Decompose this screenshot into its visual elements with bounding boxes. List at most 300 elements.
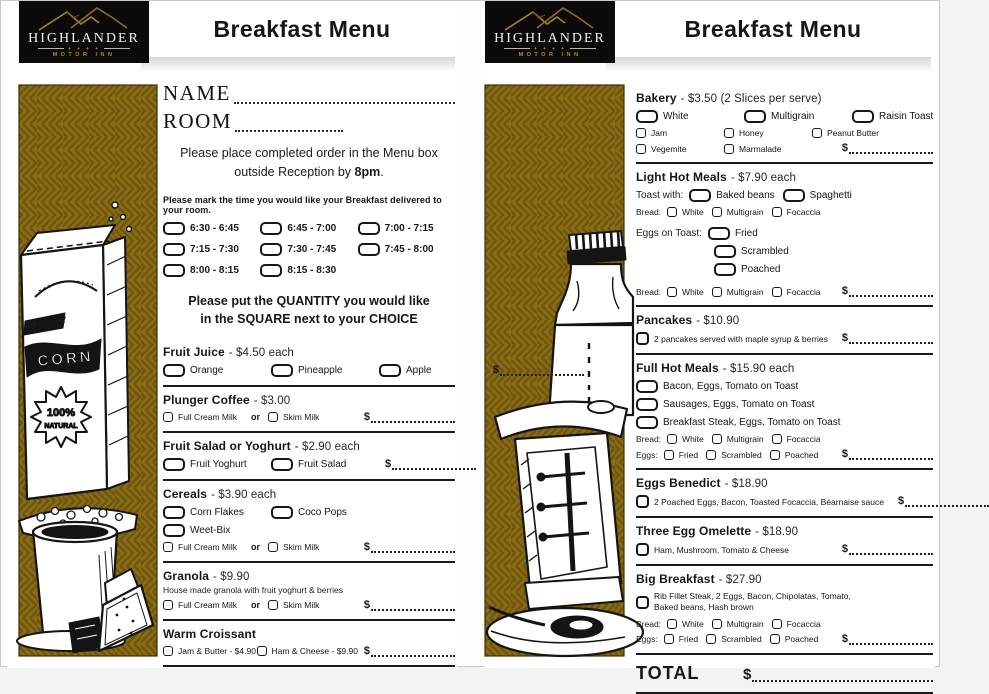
option-label: Full Cream Milk [178, 412, 238, 423]
price-entry [379, 459, 476, 470]
time-slot-label: 6:30 - 6:45 [190, 222, 239, 234]
checkbox-fried[interactable] [664, 634, 674, 644]
checkbox-multigrain[interactable] [712, 619, 722, 629]
option-label: Sausages, Eggs, Tomato on Toast [663, 399, 815, 410]
checkbox-multigrain[interactable] [712, 287, 722, 297]
time-slot-label: 7:45 - 8:00 [384, 243, 434, 255]
mountains-icon [499, 4, 599, 32]
menu-option [724, 128, 804, 138]
checkbox-bacon-eggs-tomato-on-toast[interactable] [636, 380, 658, 393]
cereal-box-art [21, 202, 132, 499]
option-label: Focaccia [786, 207, 821, 217]
amount-line[interactable] [905, 498, 989, 507]
checkbox-scrambled[interactable] [714, 245, 736, 258]
section-title: Cereals [163, 486, 208, 501]
menu-option [852, 110, 952, 123]
menu-section-plunger-coffee [163, 387, 455, 433]
brand-tagline: MOTOR INN [52, 52, 116, 58]
option-row [714, 263, 933, 276]
time-slot-label: 6:45 - 7:00 [287, 222, 337, 234]
checkbox-fried[interactable] [708, 227, 730, 240]
page-title: Breakfast Menu [213, 15, 391, 42]
time-slot [163, 222, 260, 235]
checkbox-2-poached-eggs-bacon-toasted-focaccia-b-arnaise-sauce[interactable] [636, 495, 649, 508]
total-amount-line[interactable] [752, 671, 933, 682]
amount-line[interactable] [849, 145, 933, 154]
option-row [636, 128, 933, 138]
checkbox-focaccia[interactable] [772, 434, 782, 444]
section-heading [636, 476, 933, 490]
option-label: Skim Milk [283, 600, 320, 611]
brand-stars: ✦ ✦ ✦ ✦ [485, 46, 615, 52]
checkbox-multigrain[interactable] [712, 207, 722, 217]
section-price: - $10.90 [696, 315, 740, 327]
option-label: Spaghetti [809, 190, 852, 201]
checkbox-peanut-butter[interactable] [812, 128, 822, 138]
option-row [636, 619, 933, 629]
section-heading [163, 487, 455, 501]
section-title: Warm Croissant [163, 626, 256, 641]
section-heading [636, 524, 933, 538]
menu-option [636, 110, 736, 123]
menu-option [712, 207, 764, 217]
menu-section-bakery [636, 90, 933, 164]
checkbox-poached[interactable] [770, 450, 780, 460]
menu-option [714, 263, 780, 276]
checkbox-skim-milk[interactable] [268, 412, 278, 422]
menu-option [667, 207, 704, 217]
checkbox-time-7-30-7-45[interactable] [260, 243, 282, 256]
option-label: Coco Pops [298, 506, 347, 518]
time-slot-label: 7:15 - 7:30 [190, 243, 239, 255]
option-row [636, 634, 933, 645]
menu-page-right [484, 1, 935, 683]
time-slot [358, 222, 455, 235]
option-label: Multigrain [726, 207, 764, 217]
option-row [636, 227, 933, 240]
section-price: - $7.90 each [730, 172, 796, 184]
option-row [163, 458, 455, 471]
menu-option [636, 495, 884, 508]
left-form-column [163, 81, 500, 667]
option-label: Orange [190, 364, 224, 376]
option-label: Focaccia [786, 434, 821, 444]
option-row [163, 542, 455, 553]
checkbox-marmalade[interactable] [724, 144, 734, 154]
option-label: Jam & Butter - $4.90 [178, 646, 256, 657]
menu-section-pancakes [636, 307, 933, 355]
menu-section-eggs-benedict [636, 470, 933, 518]
option-row [636, 449, 933, 460]
total-row [636, 655, 933, 694]
option-label: White [682, 286, 704, 297]
option-row [636, 416, 933, 429]
menu-option [708, 227, 758, 240]
amount-line[interactable] [849, 636, 933, 645]
section-title: Full Hot Meals [636, 361, 719, 375]
menu-option [636, 144, 716, 154]
section-heading [163, 393, 455, 407]
section-title: Three Egg Omelette [636, 524, 752, 538]
checkbox-breakfast-steak-eggs-tomato-on-toast[interactable] [636, 416, 658, 429]
menu-option [770, 450, 819, 460]
menu-option [667, 287, 704, 297]
page-title: Breakfast Menu [684, 15, 862, 42]
menu-option [163, 506, 263, 519]
checkbox-baked-beans[interactable] [689, 189, 711, 202]
amount-line[interactable] [371, 544, 455, 553]
checkbox-jam-butter-4-90[interactable] [163, 646, 173, 656]
option-row [163, 506, 455, 519]
option-row [636, 543, 933, 556]
checkbox-apple[interactable] [379, 364, 401, 377]
menu-option [714, 245, 789, 258]
option-row [163, 600, 455, 611]
amount-line[interactable] [371, 414, 455, 423]
option-label: Ham, Mushroom, Tomato & Cheese [654, 544, 789, 555]
checkbox-sausages-eggs-tomato-on-toast[interactable] [636, 398, 658, 411]
option-label: 2 Poached Eggs, Bacon, Toasted Focaccia, Béarnaise sauce [654, 496, 884, 507]
price-entry [487, 365, 584, 376]
menu-option [271, 458, 371, 471]
time-slot-label: 8:00 - 8:15 [190, 264, 239, 276]
checkbox-time-8-00-8-15[interactable] [163, 264, 185, 277]
option-row [636, 286, 933, 297]
checkbox-white[interactable] [667, 287, 677, 297]
amount-line[interactable] [849, 546, 933, 555]
checkbox-multigrain[interactable] [744, 110, 766, 123]
menu-option [772, 434, 821, 444]
menu-option [783, 189, 852, 202]
menu-section-fruit-salad-or-yoghurt [163, 433, 455, 481]
option-label: Peanut Butter [827, 128, 879, 138]
checkbox-skim-milk[interactable] [268, 600, 278, 610]
time-slot-label: 7:30 - 7:45 [287, 243, 337, 255]
menu-option [379, 364, 479, 377]
option-label: Multigrain [726, 618, 764, 629]
conjunction: or [251, 412, 260, 423]
option-label: Focaccia [786, 286, 821, 297]
checkbox-2-pancakes-served-with-maple-syrup-berries[interactable] [636, 332, 649, 345]
checkbox-time-6-45-7-00[interactable] [260, 222, 282, 235]
menu-option [772, 207, 821, 217]
brand-stars: ✦ ✦ ✦ ✦ [19, 46, 149, 52]
checkbox-time-7-45-8-00[interactable] [358, 243, 380, 256]
currency-symbol: $ [363, 410, 370, 423]
option-row [163, 363, 500, 377]
checkbox-white[interactable] [667, 434, 677, 444]
order-deadline: 8pm [354, 164, 381, 179]
menu-section-three-egg-omelette [636, 518, 933, 566]
checkbox-poached[interactable] [714, 263, 736, 276]
menu-option [636, 380, 798, 393]
checkbox-ham-cheese-9-90[interactable] [257, 646, 267, 656]
section-price: - $4.50 each [228, 346, 294, 359]
option-label: Poached [784, 634, 819, 645]
menu-option [636, 416, 841, 429]
menu-option [636, 591, 874, 614]
menu-option [664, 634, 698, 644]
menu-option [712, 287, 764, 297]
option-label: Rib Fillet Steak, 2 Eggs, Bacon, Chipolatas, Tomato, Baked beans, Hash brown [654, 591, 851, 613]
checkbox-spaghetti[interactable] [783, 189, 805, 202]
section-heading [636, 91, 933, 105]
option-label: Fried [678, 634, 699, 645]
svg-text:NATURAL: NATURAL [44, 423, 78, 430]
checkbox-skim-milk[interactable] [268, 542, 278, 552]
checkbox-corn-flakes[interactable] [163, 506, 185, 519]
option-label: White [682, 207, 704, 217]
menu-option [257, 646, 358, 657]
checkbox-pineapple[interactable] [271, 364, 293, 377]
time-slot [260, 264, 357, 277]
option-row [636, 143, 933, 154]
price-entry [836, 333, 933, 344]
time-slot [260, 222, 357, 235]
menu-option [268, 600, 348, 610]
checkbox-time-7-15-7-30[interactable] [163, 243, 185, 256]
time-slot-label: 7:00 - 7:15 [384, 222, 434, 234]
option-label: Full Cream Milk [178, 542, 238, 553]
currency-symbol: $ [897, 495, 905, 507]
price-entry [358, 412, 455, 423]
menu-option [636, 332, 828, 345]
checkbox-fried[interactable] [664, 450, 674, 460]
menu-option [706, 634, 762, 644]
time-slot [358, 243, 455, 256]
menu-option [812, 128, 892, 138]
hotel-logo [19, 1, 149, 63]
price-entry [836, 286, 933, 297]
currency-symbol: $ [841, 142, 848, 154]
option-row [636, 434, 933, 444]
option-label: 2 pancakes served with maple syrup & berries [654, 333, 828, 344]
menu-option [724, 144, 804, 154]
price-entry [836, 544, 933, 555]
time-slot-label: 8:15 - 8:30 [287, 264, 337, 276]
time-slots-grid [163, 222, 455, 277]
menu-option [636, 543, 789, 556]
name-label: NAME [163, 81, 231, 105]
row-prefix: Bread: [636, 207, 662, 217]
checkbox-scrambled[interactable] [706, 450, 716, 460]
row-prefix: Bread: [636, 618, 662, 629]
option-label: Breakfast Steak, Eggs, Tomato on Toast [663, 417, 841, 428]
price-entry [836, 143, 933, 154]
time-slot [163, 264, 260, 277]
option-row [636, 398, 933, 411]
currency-symbol: $ [385, 457, 392, 470]
total-label: TOTAL [636, 662, 700, 683]
section-title: Light Hot Meals [636, 170, 727, 184]
menu-section-fruit-juice [163, 339, 500, 387]
option-label: Jam [651, 128, 668, 138]
menu-section-warm-croissant [163, 621, 455, 667]
option-label: Scrambled [741, 246, 789, 257]
checkbox-full-cream-milk[interactable] [163, 600, 173, 610]
option-label: Bacon, Eggs, Tomato on Toast [663, 381, 799, 392]
option-label: White [682, 618, 704, 629]
svg-text:HEALTHY: HEALTHY [27, 316, 68, 330]
option-label: Multigrain [726, 286, 764, 297]
menu-option [706, 450, 762, 460]
left-menu-sections [163, 339, 500, 667]
checkbox-vegemite[interactable] [636, 144, 646, 154]
option-label: Apple [406, 364, 432, 376]
option-label: Scrambled [721, 634, 762, 645]
option-row [636, 207, 933, 217]
checkbox-full-cream-milk[interactable] [163, 412, 173, 422]
option-label: White [663, 111, 689, 122]
menu-option [770, 634, 819, 644]
option-label: Weet-Bix [190, 524, 231, 536]
menu-option [268, 542, 348, 552]
name-input-line[interactable] [234, 98, 455, 104]
option-row [163, 412, 455, 423]
option-label: Fried [678, 449, 699, 460]
checkbox-orange[interactable] [163, 364, 185, 377]
menu-option [772, 287, 821, 297]
brand-name: HIGHLANDER [494, 31, 606, 46]
section-price: - $2.90 each [294, 440, 360, 453]
option-label: Fried [734, 228, 758, 239]
section-title: Fruit Juice [163, 344, 225, 359]
checkbox-scrambled[interactable] [706, 634, 716, 644]
section-price: - $18.90 [724, 478, 768, 490]
room-label: ROOM [163, 109, 233, 133]
checkbox-white[interactable] [667, 207, 677, 217]
room-input-line[interactable] [235, 126, 343, 132]
option-row [636, 189, 933, 202]
currency-symbol: $ [841, 543, 848, 555]
currency-symbol: $ [841, 632, 848, 645]
row-prefix: Bread: [636, 434, 662, 444]
checkbox-white[interactable] [636, 110, 658, 123]
checkbox-focaccia[interactable] [772, 619, 782, 629]
menu-option [163, 542, 243, 552]
menu-option [271, 506, 371, 519]
section-title: Pancakes [636, 313, 693, 327]
section-heading [636, 313, 933, 327]
time-slot [163, 243, 260, 256]
section-price: - $3.90 each [211, 488, 277, 501]
checkbox-jam[interactable] [636, 128, 646, 138]
option-label: Vegemite [651, 143, 687, 154]
checkbox-ham-mushroom-tomato-cheese[interactable] [636, 543, 649, 556]
section-heading [636, 361, 933, 375]
header-shadow [141, 57, 455, 72]
section-heading [163, 569, 455, 583]
left-band-illustration [11, 85, 159, 656]
header-shadow [606, 57, 931, 72]
row-prefix: Eggs on Toast: [636, 228, 702, 239]
option-row [636, 110, 933, 123]
amount-line[interactable] [849, 288, 933, 297]
amount-line[interactable] [371, 602, 455, 611]
option-label: Multigrain [726, 434, 764, 444]
menu-option [772, 619, 821, 629]
amount-line[interactable] [371, 648, 455, 657]
menu-option [163, 458, 263, 471]
checkbox-honey[interactable] [724, 128, 734, 138]
order-instructions: Please place completed order in the Menu box outside Reception by 8pm. [180, 146, 438, 179]
currency-symbol: $ [841, 285, 848, 297]
section-price: - $18.90 [755, 526, 799, 538]
row-prefix: Bread: [636, 286, 662, 297]
checkbox-fruit-yoghurt[interactable] [163, 458, 185, 471]
menu-page-left [7, 1, 500, 668]
section-note: House made granola with fruit yoghurt & berries [163, 584, 344, 595]
row-prefix: Toast with: [636, 190, 684, 201]
option-label: Honey [739, 128, 764, 138]
menu-option [712, 619, 764, 629]
row-prefix: Eggs: [636, 449, 658, 460]
option-label: Scrambled [721, 449, 762, 460]
amount-line[interactable] [500, 367, 584, 376]
currency-symbol: $ [841, 448, 848, 460]
brand-name: HIGHLANDER [28, 31, 140, 46]
menu-option [712, 434, 764, 444]
menu-section-granola [163, 563, 455, 621]
checkbox-fruit-salad[interactable] [271, 458, 293, 471]
option-label: Baked beans [716, 190, 775, 201]
amount-line[interactable] [849, 335, 933, 344]
conjunction: or [251, 600, 260, 611]
checkbox-focaccia[interactable] [772, 287, 782, 297]
option-row [163, 646, 455, 657]
menu-option [268, 412, 348, 422]
option-label: Raisin Toast [879, 111, 934, 122]
section-title: Big Breakfast [636, 572, 715, 586]
svg-text:CORN: CORN [36, 348, 95, 370]
section-heading [163, 627, 455, 641]
price-entry [358, 600, 455, 611]
checkbox-full-cream-milk[interactable] [163, 542, 173, 552]
checkbox-coco-pops[interactable] [271, 506, 293, 519]
section-price: - $3.00 [253, 394, 291, 407]
checkbox-time-6-30-6-45[interactable] [163, 222, 185, 235]
menu-option [271, 364, 371, 377]
section-heading [636, 170, 933, 184]
currency-symbol: $ [743, 665, 752, 683]
checkbox-weet-bix[interactable] [163, 524, 185, 537]
menu-option [689, 189, 774, 202]
brand-tagline: MOTOR INN [518, 52, 582, 58]
checkbox-rib-fillet-steak-2-eggs-bacon-chipolatas-tomato-baked-beans-hash-brown[interactable] [636, 596, 649, 609]
checkbox-time-7-00-7-15[interactable] [358, 222, 380, 235]
option-label: Poached [784, 449, 819, 460]
checkbox-multigrain[interactable] [712, 434, 722, 444]
option-label: Fruit Yoghurt [190, 458, 247, 470]
price-entry [836, 449, 933, 460]
checkbox-white[interactable] [667, 619, 677, 629]
option-label: Full Cream Milk [178, 600, 238, 611]
section-price: - $15.90 each [722, 363, 795, 375]
checkbox-time-8-15-8-30[interactable] [260, 264, 282, 277]
quantity-instruction: Please put the QUANTITY you would like in the SQUARE next to your CHOICE [188, 293, 430, 326]
amount-line[interactable] [849, 451, 933, 460]
menu-section-cereals [163, 481, 455, 563]
checkbox-focaccia[interactable] [772, 207, 782, 217]
menu-option [667, 434, 704, 444]
room-field [163, 111, 455, 132]
name-field [163, 83, 455, 104]
option-row [636, 591, 933, 614]
checkbox-raisin-toast[interactable] [852, 110, 874, 123]
amount-line[interactable] [392, 461, 476, 470]
checkbox-poached[interactable] [770, 634, 780, 644]
option-row [636, 495, 933, 508]
